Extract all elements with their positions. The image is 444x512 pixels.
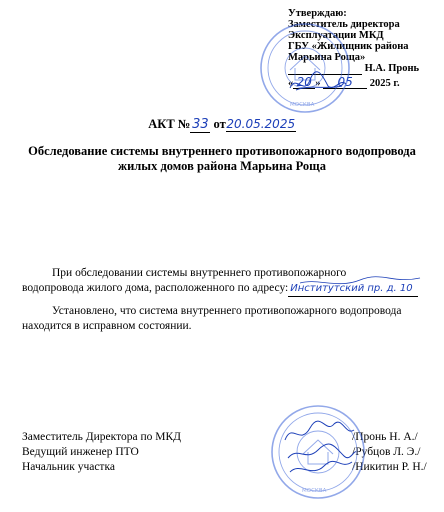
p2-line-1: Установлено, что система внутреннего противопожарного водопровода	[52, 305, 402, 317]
address-scribble-icon	[300, 277, 420, 284]
p2-line-2: находится в исправном состоянии.	[22, 319, 192, 332]
signature-name-2: /Рубцов Л. Э./	[352, 446, 421, 458]
stamp-top	[261, 24, 349, 112]
address-value: Институтский пр. д. 10	[288, 282, 418, 298]
stamp-top-text: МОСКВА	[290, 102, 315, 108]
approval-line-2: Эксплуатации МКД	[288, 30, 384, 41]
p1-line-1: При обследовании системы внутреннего противопожарного	[52, 267, 347, 279]
approval-year: 2025 г.	[369, 78, 400, 89]
act-number: 33	[192, 117, 209, 132]
p1-line-2: водопровода жилого дома, расположенного по адресу: Институтский пр. д. 10	[22, 281, 442, 298]
signature-position-2: Ведущий инженер ПТО	[22, 446, 139, 458]
stamp-bottom-text: МОСКВА	[302, 488, 327, 494]
approval-signer: Н.А. Пронь	[364, 63, 420, 74]
heading-line-2: жилых домов района Марьина Роща	[118, 159, 326, 173]
signature-position-1: Заместитель Директора по МКД	[22, 431, 181, 443]
approval-day: 20	[293, 77, 315, 89]
signature-name-1: /Пронь Н. А./	[352, 431, 418, 443]
signature-scribble-3-icon	[290, 461, 352, 472]
signature-position-3: Начальник участка	[22, 461, 115, 473]
approval-heading: Утверждаю:	[288, 8, 347, 19]
approval-date-row: « 20 » 05 2025 г.	[288, 75, 400, 89]
approval-line-1: Заместитель директора	[288, 19, 400, 30]
approval-line-3: ГБУ «Жилищник района	[288, 41, 409, 52]
stamp-bottom	[272, 406, 364, 498]
approval-line-4: Марьина Роща»	[288, 52, 366, 63]
act-date: 20.05.2025	[226, 117, 296, 131]
act-label: АКТ №	[148, 117, 191, 131]
signature-name-3: /Никитин Р. Н./	[352, 461, 427, 473]
signature-scribble-1-icon	[285, 421, 354, 440]
approval-month: 05	[323, 77, 367, 89]
heading-line-1: Обследование системы внутреннего противопожарного водопровода	[28, 144, 416, 158]
act-from: от	[213, 117, 226, 131]
